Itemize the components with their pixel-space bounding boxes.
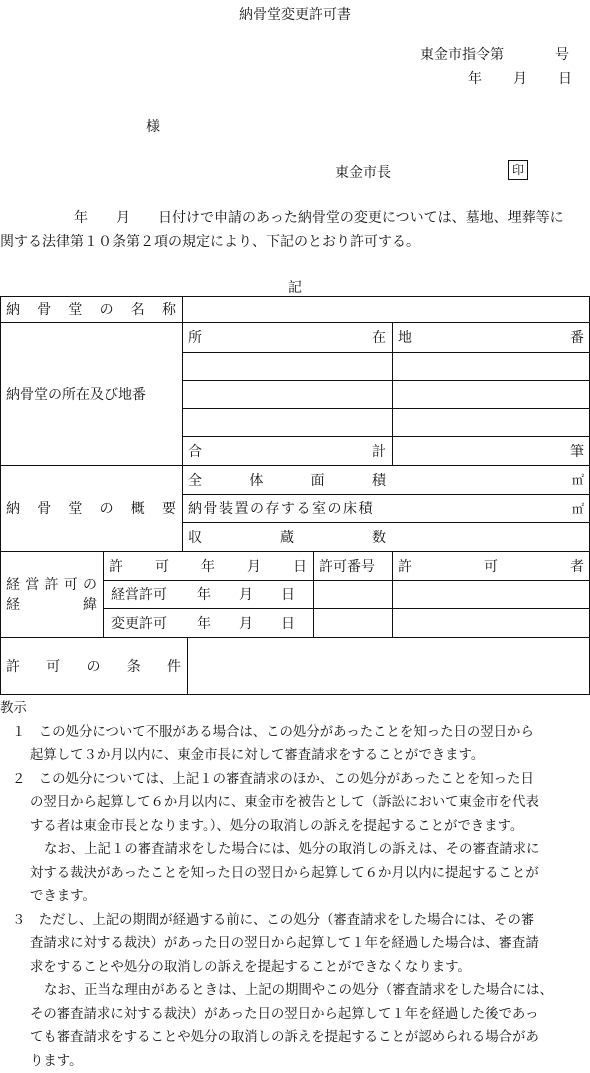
location-head-right: 地 番: [392, 322, 590, 352]
total-area-unit: ㎡: [392, 465, 590, 494]
note-line: できます。: [0, 885, 590, 909]
body-line-2: 関する法律第１０条第２項の規定により、下記のとおり許可する。: [0, 230, 586, 254]
note-line: ２ この処分については、上記１の審査請求のほか、この処分があったことを知った日: [0, 768, 590, 792]
doc-number-prefix: 東金市指令第: [420, 44, 504, 64]
note-line: 起算して３か月以内に、東金市長に対して審査請求をすることができます。: [0, 744, 590, 768]
date-year: 年: [468, 68, 482, 88]
instructions-heading: 教示: [0, 697, 590, 721]
overview-label: 納 骨 堂 の 概 要: [0, 465, 182, 551]
issuer-name: 東金市長: [335, 162, 391, 182]
addressee-suffix: 様: [146, 116, 160, 136]
note-line: ３ ただし、上記の期間が経過する前に、この処分（審査請求をした場合には、その審: [0, 909, 590, 933]
note-line: なお、正当な理由があるときは、上記の期間やこの処分（審査請求をした場合には、: [0, 979, 590, 1003]
note-line: 査請求に対する裁決）があった日の翌日から起算して１年を経過した場合は、審査請: [0, 932, 590, 956]
room-area-unit: ㎡: [392, 494, 590, 522]
permit-no-head: 許可番号: [313, 551, 392, 580]
body-paragraph: [0, 206, 586, 254]
instructions-section: [0, 697, 590, 1073]
total-label: 合 計: [182, 436, 392, 465]
note-line: の翌日から起算して６か月以内に、東金市を被告として（訴訟において東金市を代表: [0, 791, 590, 815]
room-area-label: 納骨装置の存する室の床積: [182, 494, 392, 522]
doc-number-suffix: 号: [555, 44, 569, 64]
conditions-label: 許 可 の 条 件: [0, 637, 187, 694]
total-unit: 筆: [392, 436, 590, 465]
name-label: 納 骨 堂 の 名 称: [0, 296, 182, 322]
document-title: 納骨堂変更許可書: [0, 4, 590, 24]
body-line-1: 年 月 日付けで申請のあった納骨堂の変更については、墓地、埋葬等に: [0, 206, 586, 230]
permit-date-head: 許 可 年 月 日: [103, 551, 313, 580]
change-permit-row: 変更許可 年 月 日: [103, 608, 313, 637]
note-line: ります。: [0, 1050, 590, 1073]
location-head-left: 所 在: [182, 322, 392, 352]
date-day: 日: [558, 68, 572, 88]
note-line: 対する裁決があったことを知った日の翌日から起算して６か月以内に提起することが: [0, 862, 590, 886]
total-area-label: 全 体 面 積: [182, 465, 392, 494]
location-label: 納骨堂の所在及び地番: [0, 322, 182, 465]
mgmt-permit-row: 経営許可 年 月 日: [103, 580, 313, 608]
note-line: なお、上記１の審査請求をした場合には、処分の取消しの訴えは、その審査請求に: [0, 838, 590, 862]
note-line: 求をすることや処分の取消しの訴えを提起することができなくなります。: [0, 956, 590, 980]
note-line: する者は東金市長となります。）、処分の取消しの訴えを提起することができます。: [0, 815, 590, 839]
ki-heading: 記: [0, 277, 590, 297]
history-label: 経 営 許 可 の 経 緯: [0, 551, 103, 637]
note-line: ても審査請求をすることや処分の取消しの訴えを提起することが認められる場合があ: [0, 1026, 590, 1050]
permitter-head: 許 可 者: [392, 551, 590, 580]
note-line: その審査請求に対する裁決）があった日の翌日から起算して１年を経過した後であっ: [0, 1003, 590, 1027]
date-month: 月: [513, 68, 527, 88]
note-line: １ この処分について不服がある場合は、この処分があったことを知った日の翌日から: [0, 721, 590, 745]
capacity-label: 収 蔵 数: [182, 522, 392, 551]
seal-mark: 印: [508, 160, 528, 180]
